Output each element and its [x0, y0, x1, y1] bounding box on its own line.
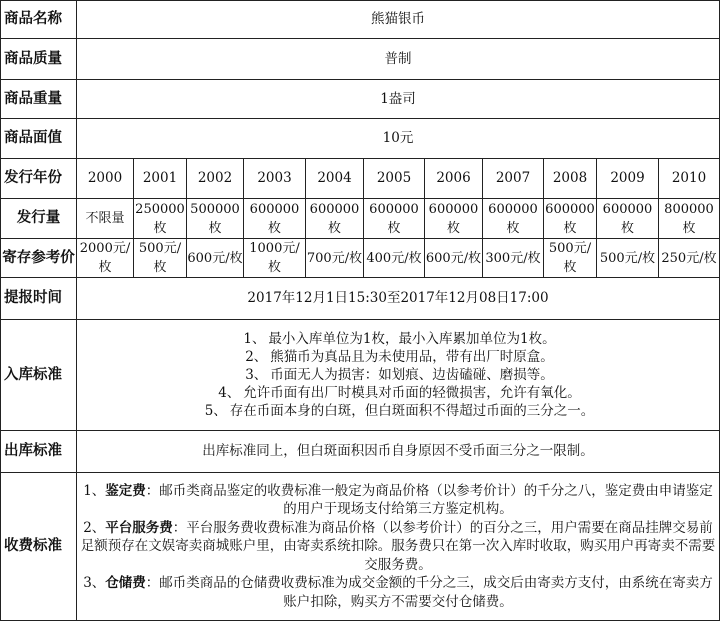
- fee-item: 1、鉴定费：邮币类商品鉴定的收费标准一般定为商品价格（以参考价计）的千分之八，鉴定费由申请鉴定的用户于现场支付给第三方鉴定机构。: [83, 482, 713, 518]
- row-inbound: [1, 320, 720, 431]
- price-cell: 500元/枚: [134, 239, 187, 278]
- label-outbound: 出库标准: [1, 431, 77, 473]
- row-issue-qty: [1, 199, 720, 239]
- inbound-item: 5、 存在币面本身的白斑，但白斑面积不得超过币面的三分之一。: [204, 403, 595, 419]
- inbound-item: 1、 最小入库单位为1枚，最小入库累加单位为1枚。: [243, 331, 556, 347]
- year-cell: 2009: [597, 159, 659, 199]
- label-ref-price: 寄存参考价: [1, 239, 77, 278]
- label-inbound: 入库标准: [1, 320, 77, 431]
- qty-cell: 600000枚: [244, 199, 306, 239]
- label-face-value: 商品面值: [1, 119, 77, 159]
- qty-cell: 600000枚: [364, 199, 425, 239]
- qty-cell: 250000枚: [134, 199, 187, 239]
- price-cell: 400元/枚: [364, 239, 425, 278]
- qty-cell: 600000枚: [306, 199, 364, 239]
- year-cell: 2008: [544, 159, 597, 199]
- label-issue-qty: 发行量: [1, 199, 77, 239]
- fee-item: 3、仓储费：邮币类商品的仓储费收费标准为成交金额的千分之三，成交后由寄卖方支付，由系统在寄卖方账户扣除，购买方不需要交付仓储费。: [83, 575, 713, 610]
- year-cell: 2000: [77, 159, 134, 199]
- year-cell: 2007: [483, 159, 544, 199]
- row-face-value: [1, 119, 720, 159]
- fee-list: [77, 473, 720, 621]
- year-cell: 2005: [364, 159, 425, 199]
- inbound-item: 2、 熊猫币为真品且为未使用品，带有出厂时原盒。: [245, 349, 554, 365]
- row-year: [1, 159, 720, 199]
- label-fees: 收费标准: [1, 473, 77, 621]
- price-cell: 500元/枚: [544, 239, 597, 278]
- price-cell: 600元/枚: [187, 239, 244, 278]
- qty-cell: 600000枚: [597, 199, 659, 239]
- year-cell: 2004: [306, 159, 364, 199]
- row-quality: [1, 39, 720, 80]
- qty-cell: 600000枚: [544, 199, 597, 239]
- price-cell: 700元/枚: [306, 239, 364, 278]
- row-outbound: [1, 431, 720, 473]
- qty-cell: 600000枚: [425, 199, 483, 239]
- value-name: 熊猫银币: [77, 1, 720, 39]
- year-cell: 2002: [187, 159, 244, 199]
- price-cell: 250元/枚: [659, 239, 720, 278]
- value-face-value: 10元: [77, 119, 720, 159]
- value-report-time: 2017年12月1日15:30至2017年12月08日17:00: [77, 278, 720, 320]
- value-quality: 普制: [77, 39, 720, 80]
- label-weight: 商品重量: [1, 80, 77, 119]
- inbound-item: 3、 币面无人为损害：如划痕、边齿磕碰、磨损等。: [245, 367, 554, 383]
- year-cell: 2003: [244, 159, 306, 199]
- qty-cell: 600000枚: [483, 199, 544, 239]
- label-quality: 商品质量: [1, 39, 77, 80]
- fee-term: 仓储费: [105, 575, 146, 592]
- fee-term: 鉴定费: [105, 482, 146, 499]
- row-report-time: [1, 278, 720, 320]
- price-cell: 500元/枚: [597, 239, 659, 278]
- row-name: [1, 1, 720, 39]
- inbound-list: [77, 320, 720, 431]
- inbound-item: 4、 允许币面有出厂时模具对币面的轻微损害，允许有氧化。: [218, 385, 581, 401]
- price-cell: 300元/枚: [483, 239, 544, 278]
- label-report-time: 提报时间: [1, 278, 77, 320]
- value-weight: 1盎司: [77, 80, 720, 119]
- row-weight: [1, 80, 720, 119]
- year-cell: 2010: [659, 159, 720, 199]
- qty-cell: 800000枚: [659, 199, 720, 239]
- value-outbound: 出库标准同上，但白斑面积因币自身原因不受币面三分之一限制。: [77, 431, 720, 473]
- fee-term: 平台服务费: [105, 519, 173, 536]
- row-fees: [1, 473, 720, 621]
- price-cell: 2000元/枚: [77, 239, 134, 278]
- year-cell: 2006: [425, 159, 483, 199]
- fee-item: 2、平台服务费：平台服务费收费标准为商品价格（以参考价计）的百分之三，用户需要在商品挂牌交易前足额预存在文娱寄卖商城账户里，由寄卖系统扣除。服务费只在第一次入库时收取，购买用户再寄卖不需要交服务费。: [80, 519, 716, 573]
- year-cell: 2001: [134, 159, 187, 199]
- price-cell: 600元/枚: [425, 239, 483, 278]
- label-year: 发行年份: [1, 159, 77, 199]
- qty-cell: 不限量: [77, 199, 134, 239]
- qty-cell: 500000枚: [187, 199, 244, 239]
- label-name: 商品名称: [1, 1, 77, 39]
- row-ref-price: [1, 239, 720, 278]
- price-cell: 1000元/枚: [244, 239, 306, 278]
